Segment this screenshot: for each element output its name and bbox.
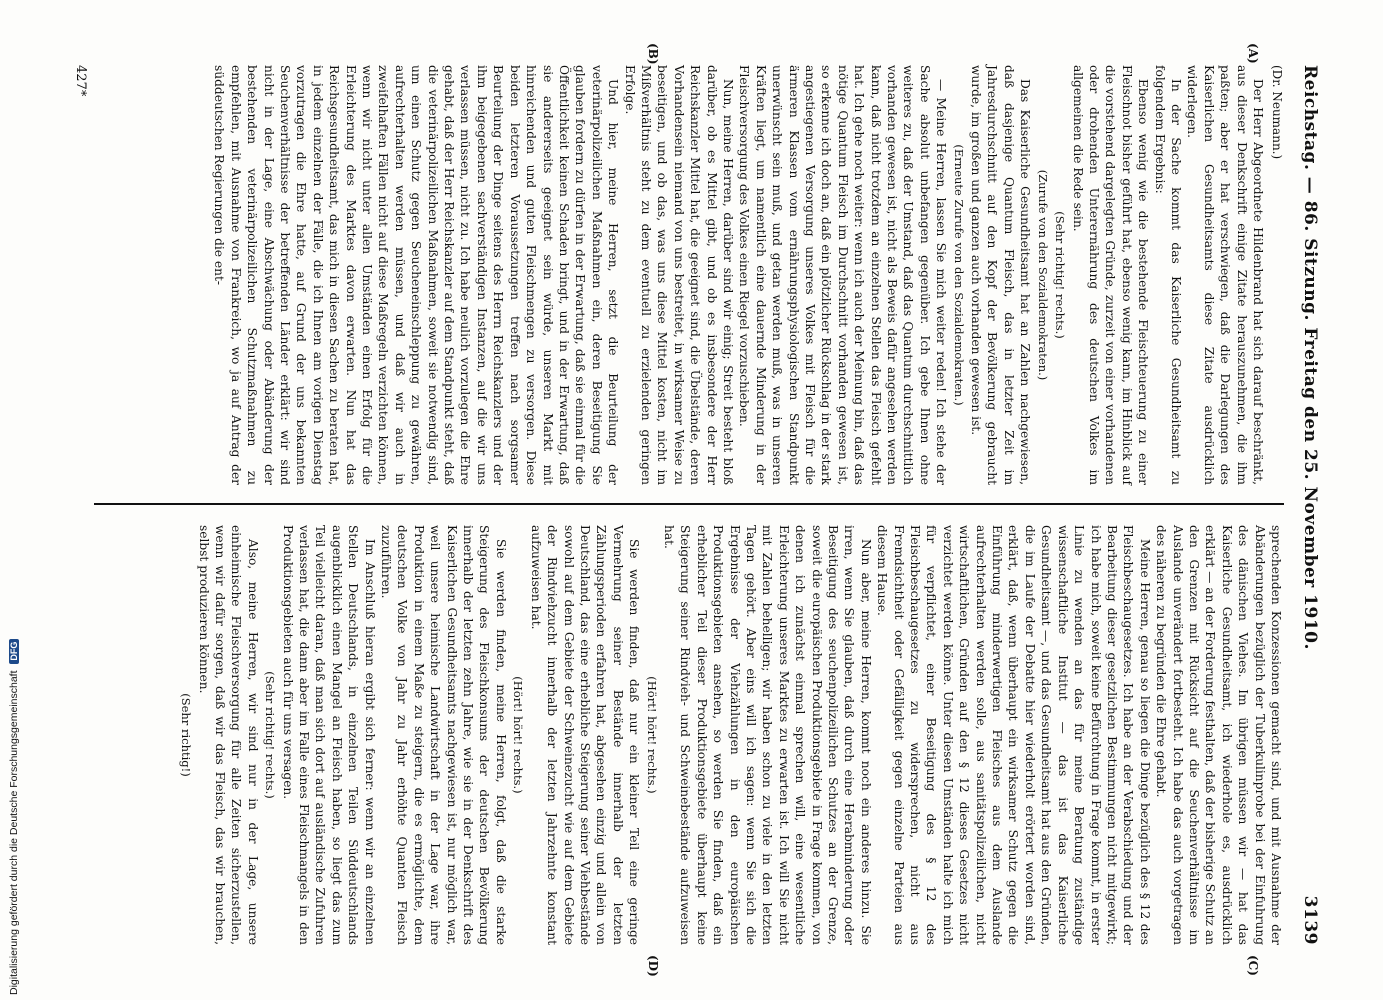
interjection: (Erneute Zurufe von den Sozialdemokraten.) <box>951 144 966 406</box>
margin-marker-c: (C) <box>1246 955 1260 976</box>
paragraph: Im Anschluß hieran ergibt sich ferner: wenn wir an einzelnen Stellen Deutschlands, in einzelnen Teilen Süddeutschlands augenblicklich einen Mangel an Fleisch haben, so liegt das zum Teil vielleicht daran, daß man sich dort auf ausländische Zufuhren verlassen hat, die dann aber im Falle eines Fleischmangels in den Produktionsgebieten auch für uns versagen. <box>280 525 377 945</box>
margin-marker-a: (A) <box>1246 43 1260 64</box>
interjection: (Sehr richtig! rechts.) <box>263 671 278 799</box>
paragraph: Und hier, meine Herren, setzt die Beurteilung der veterinärpolizeilichen Maßnahmen ein, deren Beseitigung Sie glauben fordern zu dürfen in der Erwartung, daß sie einmal für die Öffentlichkeit keinen Schaden bringt, und in der Erwartung, daß sie andererseits geeignet sein würde, unseren Markt mit hinreichenden und guten Fleischmengen zu versorgen. Diese beiden letzteren Voraussetzungen treffen nach sorgsamer Beurteilung der Dinge seitens des Herrn Reichskanzlers und der ihm beigegebenen sachverständigen Instanzen, auf die wir uns verlassen müssen, nicht zu. Ich habe neulich vorzulegen die Ehre gehabt, daß der Herr Reichskanzler auf dem Standpunkt steht, daß die veterinärpolizeilichen Maßnahmen, soweit sie notwendig sind, um einen Schutz gegen Seucheneinschleppung zu gewähren, aufrechterhalten werden müssen, und daß wir auch in zweifelhaften Fällen nicht auf diese Maßregeln verzichten können, wenn wir nicht unter allen Umständen einen Erfolg für die Erleichterung des Marktes davon erwarten. Nun hat das Reichsgesundheitsamt, das mich in diesen Sachen zu beraten hat, in jedem einzelnen der Fälle, die ich Ihnen am vorigen Dienstag vorzutragen die Ehre hatte, auf Grund der uns bekannten Seuchenverhältnisse der betreffenden Länder erklärt: wir sind nicht in der Lage, eine Abschwächung oder Abänderung der bestehenden veterinärpolizeilichen Schutzmaßnahmen zu empfehlen, mit Ausnahme von Frankreich, wo ja auf Antrag der süddeutschen Regierungen die ent- <box>212 65 621 485</box>
paragraph: sprechenden Konzessionen gemacht sind, und mit Ausnahme der Abänderungen bezüglich der Tuberkulinprobe bei der Einfuhrung des dänischen Viehes. Im übrigen müssen wir — hat das Kaiserliche Gesundheitsamt, ich wiederhole es, ausdrücklich erklärt — an der Forderung festhalten, daß der bisherige Schutz an den Grenzen mit Rücksicht auf die Seuchenverhältnisse im Auslande unverändert fortbesteht. Ich habe das auch vorgetragen des näheren zu begründen die Ehre gehabt. <box>1154 525 1283 945</box>
margin-marker-b: (B) <box>646 43 660 65</box>
left-column <box>211 65 1266 485</box>
interjection: (Sehr richtig!) <box>179 693 194 777</box>
paragraph: Der Herr Abgeordnete Hildenbrand hat sich darauf beschränkt, aus dieser Denkschrift einige Zitate herauszunehmen, die ihm paßten; aber er hat verschwiegen, daß die Darlegungen des Kaiserlichen Gesundheitsamts diese Zitate ausdrücklich widerlegen. <box>1185 65 1265 485</box>
interjection: (Hört! hört! rechts.) <box>511 676 526 794</box>
paragraph: Nun aber, meine Herren, kommt noch ein anderes hinzu. Sie irren, wenn Sie glauben, daß durch eine Herabminderung oder Beseitigung des seuchenpolizeilichen Schutzes an der Grenze, soweit die europäischen Produktionsgebiete in Frage kommen, von denen ich zunächst einmal sprechen will, eine wesentliche Erleichterung unseres Marktes zu erwarten ist. Ich will Sie nicht mit Zahlen behelligen; wir haben schon zu viele in den letzten Tagen gehört. Aber eins will ich sagen: wenn Sie sich die Ergebnisse der Viehzählungen in den europäischen Produktionsgebieten ansehen, so werden Sie finden, daß ein erheblicher Teil dieser Produktionsgebiete überhaupt keine Steigerung seiner Rindvieh- und Schweinebestände aufzuweisen hat. <box>661 525 873 945</box>
paragraph: In der Sache kommt das Kaiserliche Gesundheitsamt zu folgendem Ergebnis: <box>1152 65 1183 485</box>
column-divider <box>94 503 1284 505</box>
quote-paragraph: Ebenso wenig wie die bestehende Fleischteuerung zu einer Fleischnot bisher geführt hat, ebenso wenig kann, im Hinblick auf die vorstehend dargelegten Gründe, zurzeit von einer vorhandenen oder drohenden Unterernährung des deutschen Volkes im allgemeinen die Rede sein. <box>1070 65 1151 485</box>
header-page-number: 3139 <box>1300 895 1320 945</box>
dfg-logo: DFG <box>9 639 19 664</box>
rotated-page <box>73 43 1320 977</box>
page-header <box>1294 65 1320 945</box>
interjection: (Hört! hört! rechts.) <box>644 676 659 794</box>
digitization-credit <box>8 0 20 995</box>
signature-mark: 427* <box>73 65 88 97</box>
paragraph: — Meine Herren, lassen Sie mich weiter reden! Ich stehe der Sache absolut unbefangen gegenüber. Ich gebe Ihnen ohne weiteres zu, daß der Umstand, daß das Quantum durchschnittlich vorhanden gewesen ist, nicht als Beweis dafür angesehen werden kann, daß nicht trotzdem an einzelnen Stellen das Fleisch gefehlt hat. Ich gehe noch weiter: wenn ich auch der Meinung bin, daß das nötige Quantum Fleisch im Durchschnitt vorhanden gewesen ist, so erkenne ich doch an, daß ein plötzlicher Rückschlag in der stark angestiegenen Versorgung unseres Volkes mit Fleisch für die ärmeren Klassen vom ernährungsphysiologischen Standpunkt unerwünscht sein muß, und getan werden muß, was in unseren Kräften liegt, um namentlich eine dauernde Minderung in der Fleischversorgung des Volkes einen Riegel vorzuschieben. <box>737 65 949 485</box>
right-column <box>177 525 1284 945</box>
paragraph: Sie werden finden, meine Herren, folgt, daß die starke Steigerung des Fleischkonsums der deutschen Bevölkerung innerhalb der letzten zehn Jahre, wie sie in der Denkschrift des Kaiserlichen Gesundheitsamts nachgewiesen ist, nur möglich war, weil unsere heimische Landwirtschaft in der Lage war, ihre Produktion in einem Maße zu steigern, die es ermöglichte, dem deutschen Volke von Jahr zu Jahr erhöhte Quanten Fleisch zuzuführen. <box>379 525 508 945</box>
interjection: (Zurufe von den Sozialdemokraten.) <box>1035 169 1050 381</box>
credit-text: Digitalisierung gefördert durch die Deutsche Forschungsgemeinschaft <box>8 670 20 995</box>
paragraph: Meine Herren, genau so liegen die Dinge bezüglich des § 12 des Fleischbeschaugesetzes. Ich habe an der Verabschiedung und der Bearbeitung dieser gesetzlichen Bestimmungen nicht mitgewirkt; ich habe mich, soweit keine Befürchtung in Frage kommt, in erster Linie zu wenden an das für meine Beratung zuständige wissenschaftliche Institut — das ist das Kaiserliche Gesundheitsamt —, und das Gesundheitsamt hat aus den Gründen, die im Laufe der Debatte hier wiederholt erörtert worden sind, erklärt, daß, wenn überhaupt ein wirksamer Schutz gegen die Einführung minderwertigen Fleisches aus dem Auslande aufrechterhalten werden solle, aus sanitätspolizeilichen, nicht wirtschaftlichen, Gründen auf den § 12 dieses Gesetzes nicht verzichtet werden könne. Unter diesen Umständen halte ich mich für verpflichtet, einer Beseitigung des § 12 des Fleischbeschaugesetzes zu widersprechen, nicht aus Fremdsichtheit oder Gefälligkeit gegen einzelne Parteien aus diesem Hause. <box>875 525 1152 945</box>
interjection: (Sehr richtig! rechts.) <box>1053 211 1068 339</box>
margin-marker-d: (D) <box>646 955 660 977</box>
paragraph: Sie werden finden, daß nur ein kleiner Teil eine geringe Vermehrung seiner Bestände innerhalb der letzten Zählungsperioden erfahren hat, abgesehen einzig und allein von Deutschland, das eine erhebliche Steigerung seiner Viehbestände sowohl auf dem Gebiete der Schweinezucht wie auf dem Gebiete der Rindviehzucht innerhalb der letzten Jahrzehnte konstant aufzuweisen hat. <box>528 525 642 945</box>
paragraph: Das Kaiserliche Gesundheitsamt hat an Zahlen nachgewiesen, daß dasjenige Quantum Fleisch, das in letzter Zeit im Jahresdurchschnitt auf den Kopf der Bevölkerung gebraucht wurde, im großen und ganzen auch vorhanden gewesen ist. <box>969 65 1033 485</box>
paragraph: Nun, meine Herren, darüber sind wir einig; Streit besteht bloß darüber, ob es Mittel gibt, und ob es insbesondere der Herr Reichskanzler Mittel hat, die geeignet sind, die Übelstände, deren Vorhandensein niemand von uns bestreitet, in wirksamer Weise zu beseitigen, und ob das, was uns diese Mittel kosten, nicht im Mißverhältnis steht zu dem eventuell zu erzielenden geringen Erfolge. <box>622 65 735 485</box>
header-title: Reichstag. — 86. Sitzung. Freitag den 25. November 1910. <box>1300 65 1320 650</box>
speaker-label: (Dr. Neumann.) <box>1270 65 1284 160</box>
paragraph: Also, meine Herren, wir sind nur in der Lage, unsere einheimische Fleischversorgung für alle Zeiten sicherzustellen, wenn wir dafür sorgen, daß wir das Fleisch, das wir brauchen, selbst produzieren können. <box>196 525 260 945</box>
